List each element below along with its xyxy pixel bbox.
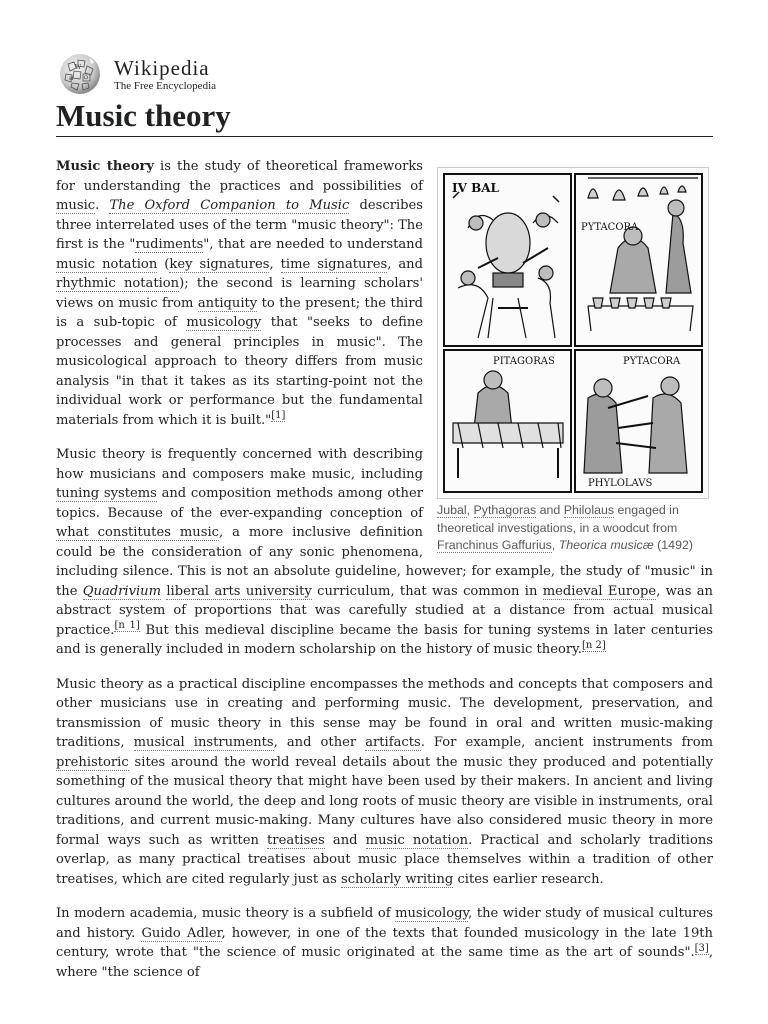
svg-text:Ω: Ω	[84, 75, 89, 81]
text: , the wider study of musical cultures and history.	[56, 906, 714, 941]
text: (	[157, 256, 170, 272]
text: and	[324, 832, 366, 848]
caption-text: and	[536, 503, 564, 517]
caption-text: (1492)	[653, 538, 693, 552]
text: ,	[269, 256, 281, 272]
note-n2[interactable]: [n 2]	[581, 639, 606, 651]
quadrivium-term: Quadrivium	[82, 583, 162, 599]
text: .	[95, 198, 110, 213]
svg-text:W: W	[75, 64, 82, 71]
text: that "seeks to define processes and general principles in music". The musicological approach to theory differs from music analysis "in that it takes as its starting-point not the individual work or performance but the fundamental materials from which it is built."	[56, 315, 423, 428]
text: , where "the science of	[56, 945, 713, 980]
link-music-notation-2[interactable]: music notation	[365, 832, 469, 848]
link-philolaus[interactable]: Philolaus	[563, 503, 615, 517]
link-treatises[interactable]: treatises	[267, 832, 325, 848]
svg-text:И: И	[69, 76, 74, 82]
panel-label-pytacora-1: PYTACORA	[581, 222, 639, 233]
link-time-signatures[interactable]: time signatures	[280, 256, 388, 272]
link-what-constitutes-music[interactable]: what constitutes music	[56, 525, 219, 540]
link-musicology-2[interactable]: musicology	[395, 906, 469, 921]
caption-text: ,	[551, 538, 559, 552]
caption-text: ,	[466, 503, 474, 517]
text: . Practical and scholarly traditions overlap, as many practical treatises about music place themselves within a tradition of other treatises, which are cited regularly just as	[56, 832, 713, 887]
figure-caption	[437, 499, 713, 555]
oxford-title: The Oxford Companion to Music	[109, 198, 350, 213]
link-key-signatures[interactable]: key signatures	[169, 256, 270, 272]
text: sites around the world reveal details about the music they produced and potentially something of the musical theory that might have been used by their makers. In ancient and living cultures around the world, the deep and long roots of music theory are visible in instruments, oral traditions, and current music-making. Many cultures have also considered music theory in more formal ways such as written	[56, 754, 713, 848]
link-quadrivium[interactable]	[83, 584, 161, 600]
woodcut-image[interactable]	[437, 167, 709, 499]
link-medieval-europe[interactable]: medieval Europe	[542, 583, 657, 599]
text: to the present; the third is a sub-topic of	[56, 295, 423, 330]
link-pythagoras[interactable]: Pythagoras	[473, 503, 537, 517]
article-body	[56, 157, 713, 997]
panel-label-pitagoras: PITAGORAS	[493, 356, 555, 367]
lead-term: Music theory	[56, 159, 154, 174]
text: Music theory as a practical discipline encompasses the methods and concepts that composers and other musicians use in creating and performing music. The development, preservation, and transmission of music theory in this sense may be found in oral and written music-making traditions,	[56, 676, 713, 750]
note-n1[interactable]: [n 1]	[114, 620, 140, 632]
link-scholarly-writing[interactable]: scholarly writing	[341, 871, 454, 887]
text: ); the second is learning scholars' views on music from	[56, 276, 423, 311]
link-music-notation[interactable]: music notation	[56, 256, 158, 272]
page-title: Music theory	[56, 97, 713, 137]
link-liberal-arts[interactable]: liberal arts university	[166, 583, 312, 599]
link-guido-adler[interactable]: Guido Adler	[141, 925, 222, 941]
panel-label-pytacora-2: PYTACORA	[623, 356, 681, 367]
link-artifacts[interactable]: artifacts	[365, 735, 421, 750]
site-header	[56, 52, 316, 96]
panel-label-phylolaus: PHYLOLAVS	[588, 478, 653, 489]
text: , a more inclusive definition could be the consideration of any sonic phenomena, including silence. This is not an absolute guideline, however; for example, the study of "music" in the	[56, 525, 713, 599]
text: curriculum, that was common in	[311, 583, 543, 599]
text: cites earlier research.	[453, 871, 604, 887]
citation-3[interactable]: [3]	[694, 942, 709, 954]
text: But this medieval discipline became the basis for tuning systems in later centuries and is generally included in modern scholarship on the history of music theory.	[56, 622, 713, 657]
text: , was an abstract system of proportions that was carefully studied at a distance from actual musical practice.	[56, 583, 713, 638]
link-gaffurius[interactable]: Franchinus Gaffurius	[437, 538, 552, 552]
text: Music theory is frequently concerned with describing how musicians and composers make music, including	[56, 447, 423, 482]
infobox-figure	[437, 167, 713, 555]
text: , however, in one of the texts that founded musicology in the late 19th century, wrote that "the science of music originated at the same time as the art of sounds".	[56, 925, 713, 960]
link-rudiments[interactable]: rudiments	[135, 237, 204, 252]
text: ", that are needed to understand	[203, 237, 423, 252]
text: and composition methods among other topics. Because of the ever-expanding conception of	[56, 486, 423, 521]
paragraph-4	[56, 904, 713, 982]
link-musicology[interactable]: musicology	[186, 315, 262, 330]
text: . For example, ancient instruments from	[420, 735, 713, 750]
link-antiquity[interactable]: antiquity	[197, 295, 258, 311]
paragraph-3	[56, 675, 713, 890]
link-musical-instruments[interactable]: musical instruments	[133, 735, 274, 750]
text: , and	[387, 256, 423, 272]
wordmark: Wikipedia	[114, 56, 210, 80]
link-tuning-systems[interactable]: tuning systems	[56, 486, 157, 501]
link-music[interactable]: music	[56, 198, 96, 213]
text: In modern academia, music theory is a subfield of	[56, 906, 396, 921]
tagline: The Free Encyclopedia	[114, 80, 217, 92]
panel-label-jubal: IV BAL	[452, 181, 499, 195]
citation-1[interactable]: [1]	[271, 410, 286, 422]
caption-work-title: Theorica musicæ	[558, 538, 654, 552]
wikipedia-globe-logo[interactable]	[56, 52, 104, 96]
text: , and other	[273, 735, 366, 750]
caption-text: engaged in theoretical investigations, in a woodcut from	[437, 503, 679, 535]
link-rhythmic-notation[interactable]: rhythmic notation	[56, 276, 180, 291]
link-jubal[interactable]: Jubal	[437, 503, 467, 517]
link-prehistoric[interactable]: prehistoric	[56, 754, 129, 770]
text: is the study of theoretical frameworks for understanding the practices and possibilities of	[56, 159, 423, 194]
link-oxford-companion[interactable]	[109, 198, 349, 214]
text: describes three interrelated uses of the term "music theory": The first is the "	[56, 198, 423, 252]
